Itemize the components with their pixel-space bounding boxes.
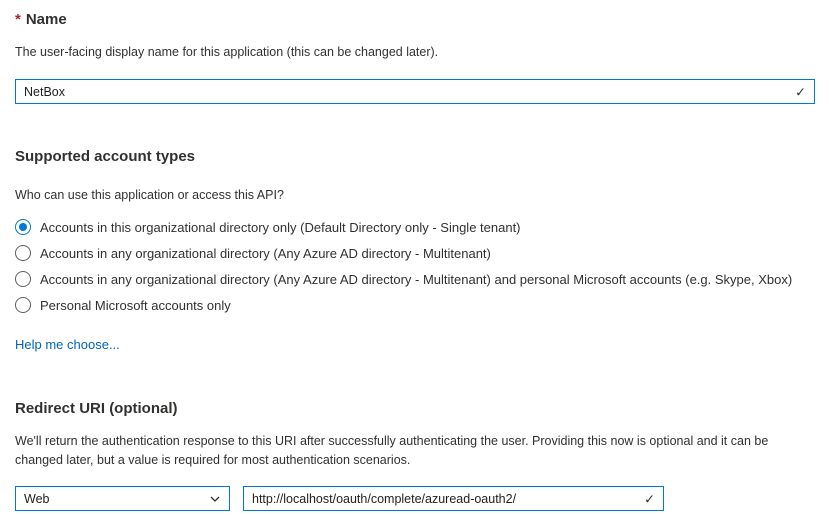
required-asterisk: * bbox=[15, 11, 21, 28]
redirect-uri-description: We'll return the authentication response to this URI after successfully authenticating the user. Providing this now is optional and it can be changed later, but a value is required for most authentication scenarios. bbox=[15, 434, 769, 467]
help-me-choose-link[interactable]: Help me choose... bbox=[15, 337, 120, 352]
valid-checkmark-icon: ✓ bbox=[795, 84, 806, 99]
radio-icon bbox=[15, 271, 31, 287]
radio-option-label: Accounts in any organizational directory (Any Azure AD directory - Multitenant) and personal Microsoft accounts (e.g. Skype, Xbox) bbox=[40, 271, 793, 287]
radio-option-label: Personal Microsoft accounts only bbox=[40, 297, 231, 313]
redirect-uri-title: Redirect URI (optional) bbox=[15, 400, 178, 417]
radio-icon bbox=[15, 245, 31, 261]
platform-select[interactable] bbox=[15, 486, 230, 511]
chevron-down-icon bbox=[209, 493, 221, 505]
account-types-radio-group bbox=[15, 214, 815, 318]
radio-option-personal-only[interactable] bbox=[15, 292, 815, 318]
account-types-question: Who can use this application or access this API? bbox=[15, 188, 284, 202]
account-types-title: Supported account types bbox=[15, 148, 196, 165]
radio-option-label: Accounts in this organizational directory only (Default Directory only - Single tenant) bbox=[40, 219, 521, 235]
name-description: The user-facing display name for this application (this can be changed later). bbox=[15, 45, 439, 59]
radio-option-multitenant[interactable] bbox=[15, 240, 815, 266]
redirect-uri-input-container bbox=[243, 486, 664, 511]
radio-option-single-tenant[interactable] bbox=[15, 214, 815, 240]
radio-option-label: Accounts in any organizational directory (Any Azure AD directory - Multitenant) bbox=[40, 245, 491, 261]
radio-icon bbox=[15, 219, 31, 235]
radio-icon bbox=[15, 297, 31, 313]
name-title-text: Name bbox=[25, 11, 67, 28]
radio-option-multitenant-personal[interactable] bbox=[15, 266, 815, 292]
name-input[interactable] bbox=[16, 80, 814, 103]
platform-select-value: Web bbox=[24, 491, 50, 506]
name-input-container bbox=[15, 79, 815, 104]
redirect-uri-input[interactable] bbox=[244, 487, 663, 510]
name-section-title bbox=[15, 10, 815, 30]
redirect-uri-row bbox=[15, 486, 815, 511]
valid-checkmark-icon: ✓ bbox=[644, 491, 655, 506]
